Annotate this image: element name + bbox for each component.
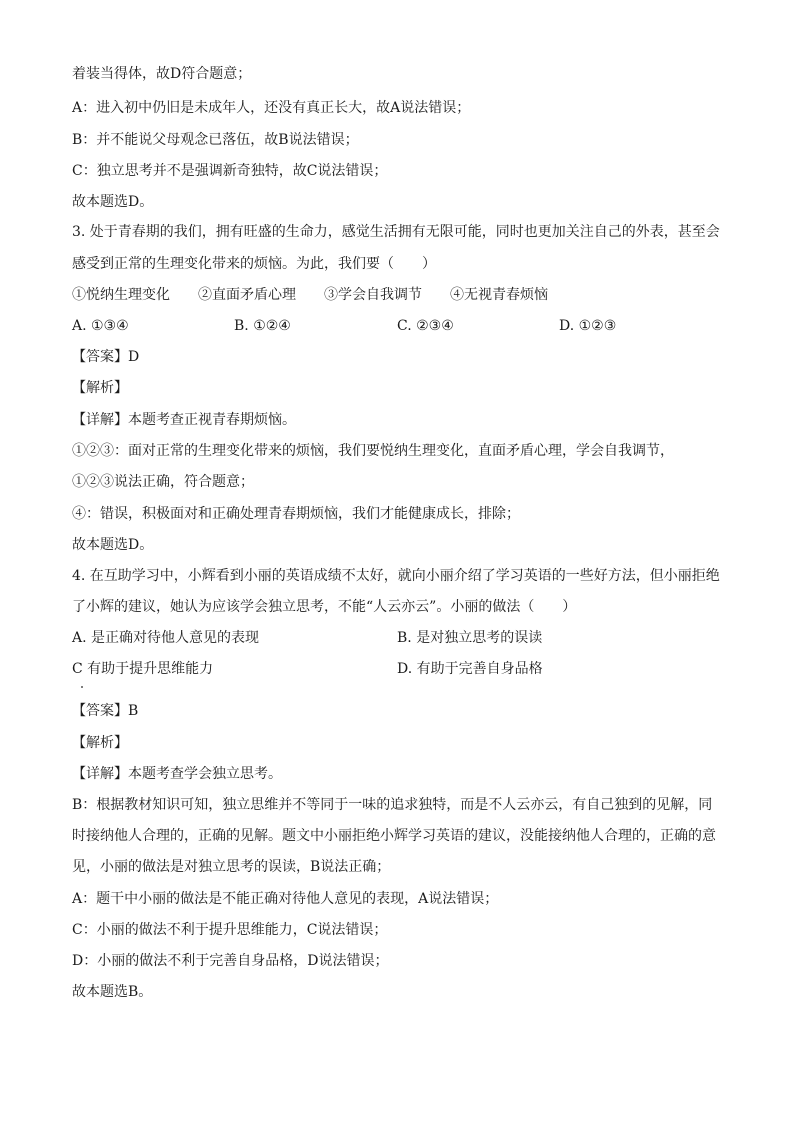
- q4-conclusion: 故本题选B。: [72, 984, 153, 1000]
- q4-option-a: A. 是正确对待他人意见的表现: [72, 630, 260, 646]
- q4-analysis-label: 【解析】: [72, 735, 128, 751]
- q3-option-c: C. ②③④: [397, 318, 454, 334]
- q3-explanation-1: ①②③：面对正常的生理变化带来的烦恼，我们要悦纳生理变化，直面矛盾心理，学会自我调节，: [72, 443, 674, 459]
- q3-conclusion: 故本题选D。: [72, 537, 154, 553]
- prev-line-3: B：并不能说父母观念已落伍，故B说法错误；: [72, 132, 359, 148]
- prev-line-1: 着装当得体，故D符合题意；: [72, 66, 252, 82]
- q4-explanation-1: B：根据教材知识可知，独立思维并不等同于一味的追求独特，而是不人云亦云，有自己独到的见解，同: [72, 797, 713, 813]
- q4-stem-line-2: 了小辉的建议，她认为应该学会独立思考，不能“人云亦云”。小丽的做法（ ）: [72, 599, 577, 615]
- q3-option-b: B. ①②④: [234, 318, 291, 334]
- q3-option-d: D. ①②③: [559, 318, 617, 334]
- q3-stem-line-1: 3. 处于青春期的我们，拥有旺盛的生命力，感觉生活拥有无限可能，同时也更加关注自己的外表，甚至会: [72, 224, 720, 240]
- q4-option-d: D. 有助于完善自身品格: [397, 661, 543, 677]
- q4-explanation-2: 时接纳他人合理的，正确的见解。题文中小丽拒绝小辉学习英语的建议，没能接纳他人合理的，正确的意: [72, 828, 716, 844]
- q3-answer: 【答案】D: [72, 349, 140, 365]
- q4-explanation-6: D：小丽的做法不利于完善自身品格，D说法错误；: [72, 953, 389, 969]
- stray-dot: [81, 686, 83, 688]
- q4-answer: 【答案】B: [72, 703, 139, 719]
- q4-stem-line-1: 4. 在互助学习中，小辉看到小丽的英语成绩不太好，就向小丽介绍了学习英语的一些好方法，但小丽拒绝: [72, 568, 720, 584]
- q3-statements: ①悦纳生理变化 ②直面矛盾心理 ③学会自我调节 ④无视青春烦恼: [72, 287, 548, 303]
- prev-line-4: C：独立思考并不是强调新奇独特，故C说法错误；: [72, 163, 388, 179]
- q4-explanation-5: C：小丽的做法不利于提升思维能力，C说法错误；: [72, 922, 388, 938]
- prev-line-2: A：进入初中仍旧是未成年人，还没有真正长大，故A说法错误；: [72, 100, 471, 116]
- q3-analysis-label: 【解析】: [72, 380, 128, 396]
- q4-option-b: B. 是对独立思考的误读: [397, 630, 543, 646]
- prev-conclusion: 故本题选D。: [72, 194, 154, 210]
- q3-explanation-3: ④：错误，积极面对和正确处理青春期烦恼，我们才能健康成长，排除；: [72, 506, 520, 522]
- q4-explanation-4: A：题干中小丽的做法是不能正确对待他人意见的表现，A说法错误；: [72, 891, 499, 907]
- q4-explanation-3: 见，小丽的做法是对独立思考的误读，B说法正确；: [72, 859, 391, 875]
- q3-detail: 【详解】本题考查正视青春期烦恼。: [72, 412, 296, 428]
- q4-detail: 【详解】本题考查学会独立思考。: [72, 766, 282, 782]
- q3-option-a: A. ①③④: [72, 318, 129, 334]
- q3-explanation-2: ①②③说法正确，符合题意；: [72, 474, 254, 490]
- q4-option-c: C 有助于提升思维能力: [72, 661, 214, 677]
- q3-stem-line-2: 感受到正常的生理变化带来的烦恼。为此，我们要（ ）: [72, 256, 436, 272]
